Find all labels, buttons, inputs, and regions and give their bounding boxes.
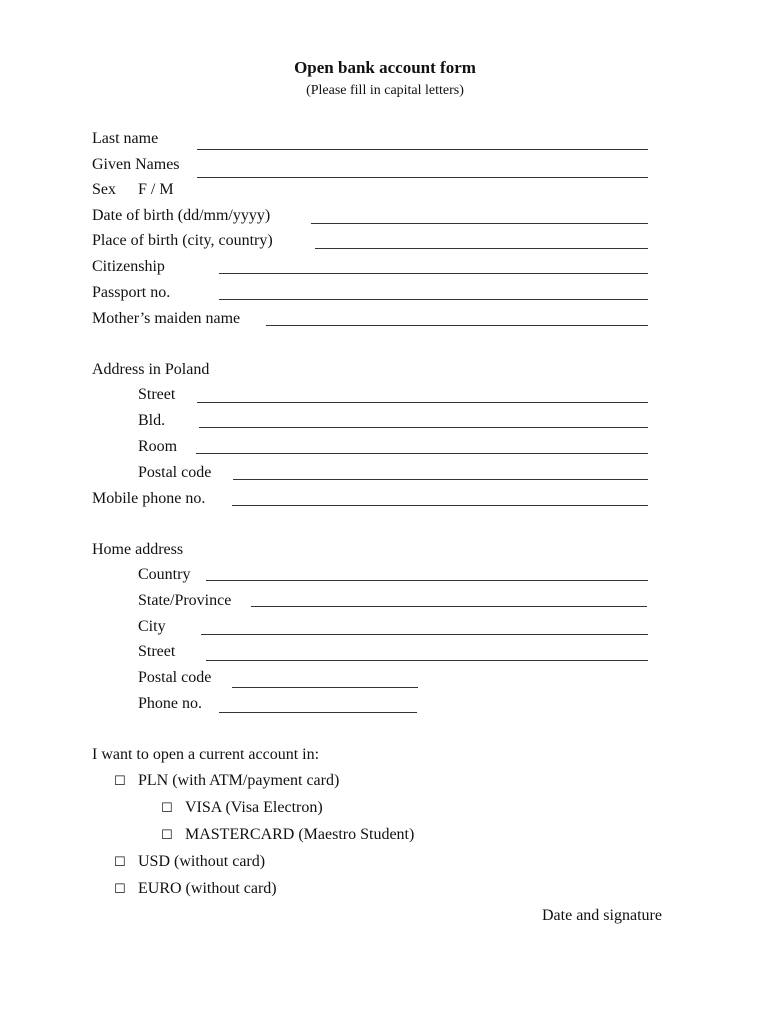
form-subtitle: (Please fill in capital letters) xyxy=(306,83,464,98)
home-postal-code-label: Postal code xyxy=(138,669,212,686)
account-heading: I want to open a current account in: xyxy=(92,746,320,763)
home-state-label: State/Province xyxy=(138,592,232,609)
poland-postal-code-label: Postal code xyxy=(138,464,212,481)
poland-bld-label: Bld. xyxy=(138,412,166,429)
option-usd-label: USD (without card) xyxy=(138,853,266,870)
sex-label: Sex xyxy=(92,181,116,198)
mobile-phone-field[interactable] xyxy=(232,505,648,506)
option-visa-label: VISA (Visa Electron) xyxy=(185,799,323,816)
option-mastercard[interactable] xyxy=(161,825,414,846)
option-euro-label: EURO (without card) xyxy=(138,880,277,897)
poland-bld-field[interactable] xyxy=(199,427,648,428)
checkbox-mastercard[interactable]: ☐ xyxy=(161,828,173,843)
home-postal-code-field[interactable] xyxy=(232,687,418,688)
home-state-field[interactable] xyxy=(251,606,647,607)
poland-street-label: Street xyxy=(138,386,176,403)
given-names-label: Given Names xyxy=(92,156,180,173)
passport-field[interactable] xyxy=(219,299,648,300)
poland-street-field[interactable] xyxy=(197,402,648,403)
option-mastercard-label: MASTERCARD (Maestro Student) xyxy=(185,826,415,843)
option-usd[interactable] xyxy=(114,852,265,873)
option-pln-label: PLN (with ATM/payment card) xyxy=(138,772,340,789)
checkbox-visa[interactable]: ☐ xyxy=(161,801,173,816)
home-country-field[interactable] xyxy=(206,580,648,581)
home-city-field[interactable] xyxy=(201,634,648,635)
poland-room-field[interactable] xyxy=(196,453,648,454)
date-of-birth-field[interactable] xyxy=(311,223,648,224)
last-name-label: Last name xyxy=(92,130,159,147)
home-street-label: Street xyxy=(138,643,176,660)
home-phone-label: Phone no. xyxy=(138,695,202,712)
sex-options[interactable]: F / M xyxy=(138,181,174,198)
home-phone-field[interactable] xyxy=(219,712,417,713)
last-name-field[interactable] xyxy=(197,149,648,150)
checkbox-usd[interactable]: ☐ xyxy=(114,855,126,870)
home-country-label: Country xyxy=(138,566,191,583)
poland-room-label: Room xyxy=(138,438,178,455)
given-names-field[interactable] xyxy=(197,177,648,178)
option-pln[interactable] xyxy=(114,771,339,792)
poland-postal-code-field[interactable] xyxy=(233,479,648,480)
option-visa[interactable] xyxy=(161,798,323,819)
maiden-name-field[interactable] xyxy=(266,325,648,326)
place-of-birth-label: Place of birth (city, country) xyxy=(92,232,273,249)
maiden-name-label: Mother’s maiden name xyxy=(92,310,241,327)
home-address-heading: Home address xyxy=(92,541,184,558)
passport-label: Passport no. xyxy=(92,284,171,301)
checkbox-euro[interactable]: ☐ xyxy=(114,882,126,897)
address-poland-heading: Address in Poland xyxy=(92,361,210,378)
form-title: Open bank account form xyxy=(294,58,476,77)
place-of-birth-field[interactable] xyxy=(315,248,648,249)
date-of-birth-label: Date of birth (dd/mm/yyyy) xyxy=(92,207,271,224)
citizenship-label: Citizenship xyxy=(92,258,165,275)
date-and-signature-label: Date and signature xyxy=(542,907,662,924)
home-street-field[interactable] xyxy=(206,660,648,661)
citizenship-field[interactable] xyxy=(219,273,648,274)
checkbox-pln[interactable]: ☐ xyxy=(114,774,126,789)
mobile-phone-label: Mobile phone no. xyxy=(92,490,206,507)
home-city-label: City xyxy=(138,618,166,635)
option-euro[interactable] xyxy=(114,879,277,900)
